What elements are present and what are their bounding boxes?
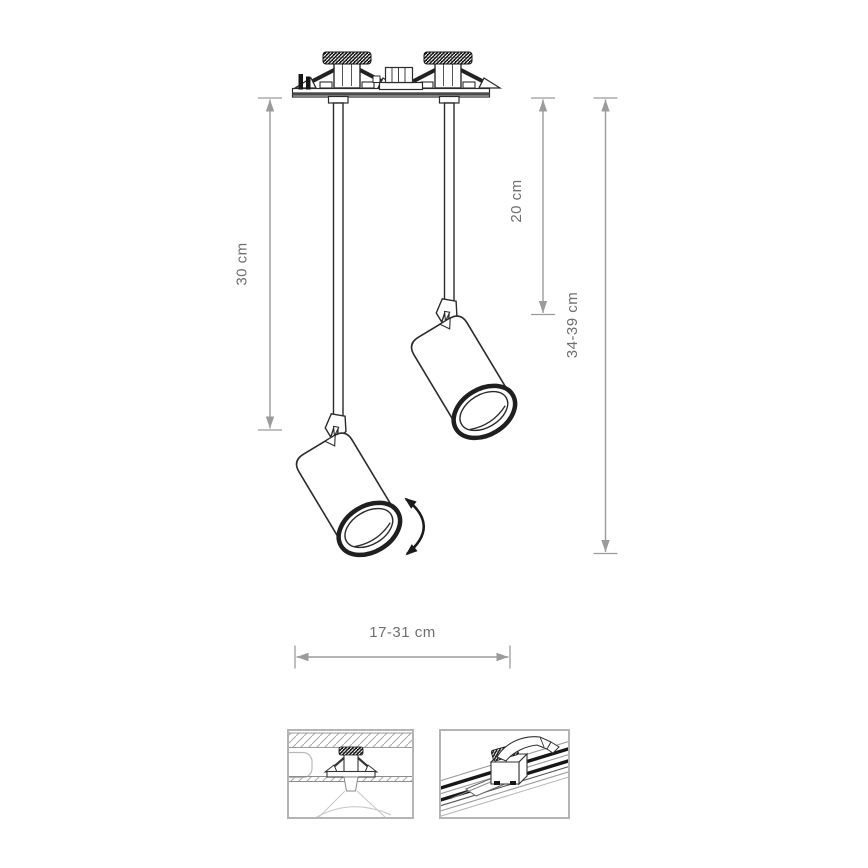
mini-lamp (344, 777, 358, 791)
spring-coil (323, 52, 371, 64)
tilt-range-arrow-icon (404, 498, 423, 556)
spring-coil (424, 52, 472, 64)
dimension-overall-height (564, 98, 618, 554)
dimension-label-overall-width: 17-31 cm (369, 624, 436, 641)
spot-head-left (291, 428, 410, 566)
dimension-head-drop (508, 98, 555, 315)
dimension-label-overall-height: 34-39 cm (564, 291, 581, 359)
spot-head-right (406, 311, 525, 449)
inset-recessed-mounting (280, 730, 413, 818)
suspension-rod-right (440, 97, 460, 303)
ceiling-hatch (289, 733, 412, 748)
inset-track-mounting (423, 730, 586, 819)
dimension-label-head-drop: 20 cm (508, 179, 525, 223)
dimension-overall-width (295, 624, 510, 669)
dimension-label-rod-length: 30 cm (233, 242, 251, 286)
plate-edge (293, 92, 490, 95)
suspension-rod-left (329, 97, 349, 418)
dimension-rod-length (234, 98, 283, 430)
